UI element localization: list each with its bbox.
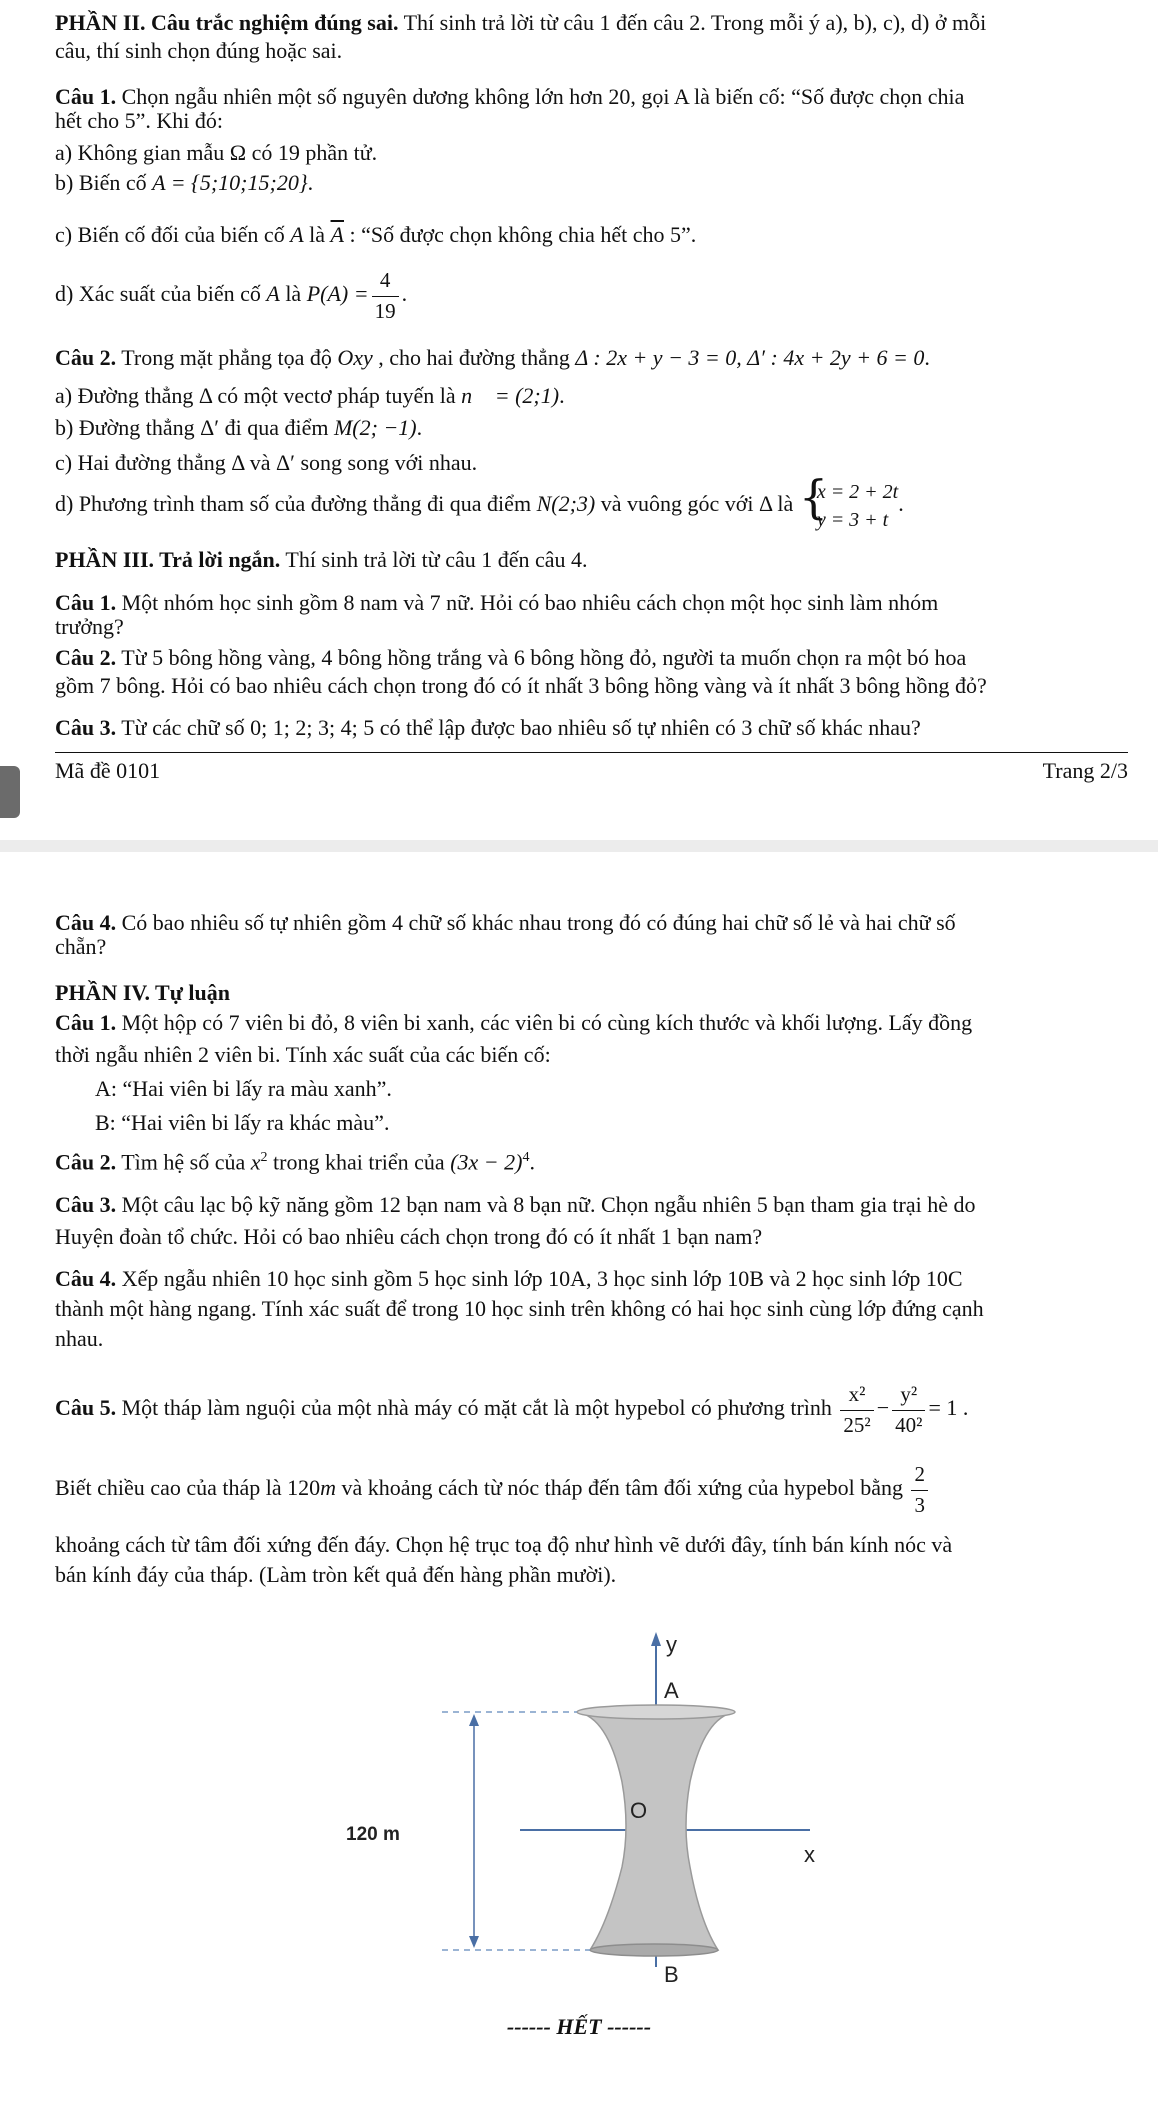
- fraction-denominator: 19: [374, 298, 396, 323]
- var-x: x: [250, 1149, 261, 1175]
- part4-q3-line1: [55, 1192, 1128, 1219]
- part2-q2-option-d: [55, 470, 1128, 534]
- question-label: Câu 2.: [55, 645, 117, 670]
- part4-q5-line4: bán kính đáy của tháp. (Làm tròn kết quả đến hàng phần mười).: [55, 1562, 617, 1587]
- page-number: Trang 2/3: [1042, 758, 1128, 783]
- part4-q1-line1: [55, 1010, 1128, 1037]
- punct: .: [307, 170, 314, 195]
- tower-top-rim: [577, 1705, 735, 1719]
- punct: .: [924, 345, 930, 370]
- scroll-side-tab[interactable]: [0, 766, 20, 818]
- part3-title: PHẦN III. Trả lời ngắn.: [55, 547, 281, 572]
- probability-fraction: [372, 268, 399, 324]
- exponent: 4: [522, 1150, 530, 1165]
- part3-q4-line2: chẵn?: [55, 934, 107, 959]
- fraction-denominator: 3: [914, 1492, 925, 1517]
- option-text: là: [303, 222, 331, 247]
- question-label: Câu 2.: [55, 345, 117, 370]
- part4-q4-line3: nhau.: [55, 1326, 104, 1351]
- option-text: d) Phương trình tham số của đường thẳng đi qua điểm: [55, 491, 537, 517]
- exponent: 2: [260, 1150, 268, 1165]
- event-a: A: [290, 222, 304, 247]
- tower-base-rim: [590, 1944, 718, 1956]
- fraction-numerator: 2: [911, 1462, 928, 1491]
- exam-page-2: [0, 0, 1158, 840]
- part4-q5-line1: [55, 1382, 1128, 1438]
- option-text: c) Biến cố đối của biến cố: [55, 222, 291, 247]
- question-label: Câu 3.: [55, 1192, 117, 1217]
- question-text: Tìm hệ số của: [116, 1149, 251, 1175]
- cooling-tower-figure: [340, 1622, 880, 1982]
- fraction-denominator: 40²: [895, 1412, 923, 1437]
- question-text: và khoảng cách từ nóc tháp đến tâm đối xứng của hypebol bằng: [336, 1475, 909, 1501]
- part3-q1-line1: [55, 590, 1128, 617]
- footer-rule: [55, 752, 1128, 753]
- normal-vector: n⃗ = (2;1): [461, 383, 560, 408]
- part2-q1-option-a: a) Không gian mẫu Ω có 19 phần tử.: [55, 140, 378, 165]
- part4-q1-line2: thời ngẫu nhiên 2 viên bi. Tính xác suất của các biến cố:: [55, 1042, 551, 1067]
- part2-q2-option-a: [55, 383, 1128, 410]
- system-row-x: x = 2 + 2t: [816, 481, 899, 503]
- part2-q1-line2: hết cho 5”. Khi đó:: [55, 108, 224, 133]
- end-mark: ------ HẾT ------: [506, 2014, 652, 2039]
- question-text: Trong mặt phẳng tọa độ: [116, 345, 338, 370]
- part2-q2-option-c: c) Hai đường thẳng Δ và Δ′ song song với nhau.: [55, 450, 478, 475]
- question-text: Chọn ngẫu nhiên một số nguyên dương không lớn hơn 20, gọi A là biến cố: “Số được chọn chia: [116, 84, 965, 109]
- punct: .: [416, 415, 423, 440]
- minus-sign: −: [876, 1395, 890, 1421]
- question-text: Một hộp có 7 viên bi đỏ, 8 viên bi xanh, các viên bi có cùng kích thước và khối lượng. Lấy đồng: [116, 1010, 973, 1035]
- height-arrow-up-icon: [469, 1714, 479, 1726]
- fraction-numerator: x²: [840, 1382, 873, 1411]
- part3-heading: [55, 547, 1128, 574]
- exam-page-3: [0, 852, 1158, 2105]
- question-text: Một câu lạc bộ kỹ năng gồm 12 bạn nam và 8 bạn nữ. Chọn ngẫu nhiên 5 bạn tham gia trại hè do: [116, 1192, 976, 1217]
- question-label: Câu 1.: [55, 1010, 117, 1035]
- question-text: Từ các chữ số 0; 1; 2; 3; 4; 5 có thể lập được bao nhiêu số tự nhiên có 3 chữ số khác nhau?: [116, 715, 921, 740]
- label-O: O: [630, 1798, 648, 1823]
- question-label: Câu 3.: [55, 715, 117, 740]
- label-height: 120 m: [346, 1824, 400, 1845]
- question-text: Xếp ngẫu nhiên 10 học sinh gồm 5 học sinh lớp 10A, 3 học sinh lớp 10B và 2 học sinh lớp 10C: [116, 1266, 963, 1291]
- question-text: Một nhóm học sinh gồm 8 nam và 7 nữ. Hỏi có bao nhiêu cách chọn một học sinh làm nhóm: [116, 590, 939, 615]
- part4-q2: [55, 1149, 1128, 1176]
- part2-q1-option-b: [55, 170, 1128, 197]
- hyperbola-fraction-y: [892, 1382, 925, 1438]
- label-x: x: [804, 1842, 815, 1867]
- option-text: : “Số được chọn không chia hết cho 5”.: [344, 222, 697, 247]
- part4-q4-line1: [55, 1266, 1128, 1293]
- part3-q3-line1: [55, 715, 1128, 742]
- point-m: M(2; −1): [333, 415, 417, 440]
- point-n: N(2;3): [536, 491, 596, 517]
- binomial-expr: (3x − 2): [450, 1149, 523, 1175]
- part4-title: PHẦN IV. Tự luận: [55, 980, 231, 1005]
- part4-q1-event-a: A: “Hai viên bi lấy ra màu xanh”.: [95, 1076, 392, 1101]
- punct: .: [529, 1149, 535, 1175]
- system-row-y: y = 3 + t: [816, 509, 889, 531]
- question-label: Câu 4.: [55, 1266, 117, 1291]
- option-text: d) Xác suất của biến cố: [55, 281, 267, 307]
- set-math: A = {5;10;15;20}: [152, 170, 308, 195]
- fraction-denominator: 25²: [843, 1412, 871, 1437]
- exam-code: Mã đề 0101: [55, 758, 161, 783]
- punct: .: [401, 281, 408, 307]
- label-B: B: [664, 1962, 679, 1982]
- punct: .: [559, 383, 565, 408]
- height-arrow-down-icon: [469, 1936, 479, 1948]
- event-a: A: [266, 281, 280, 307]
- question-text: trong khai triển của: [267, 1149, 451, 1175]
- coord-system: Oxy: [337, 345, 373, 370]
- option-text: là: [279, 281, 307, 307]
- line-equations: Δ : 2x + y − 3 = 0, Δ′ : 4x + 2y + 6 = 0: [575, 345, 925, 370]
- parametric-system: [798, 470, 899, 534]
- part2-q1-option-d: [55, 268, 1128, 324]
- question-text: Biết chiều cao của tháp là 120: [55, 1475, 321, 1501]
- option-text: b) Biến cố: [55, 170, 153, 195]
- ratio-fraction: [911, 1462, 928, 1518]
- question-label: Câu 1.: [55, 590, 117, 615]
- hyperbola-fraction-x: [840, 1382, 873, 1438]
- part2-q2-line1: [55, 345, 1128, 372]
- event-a-complement: $\overline{A}$: [330, 222, 344, 247]
- equals-one: = 1 .: [928, 1395, 969, 1421]
- part2-heading: [55, 10, 1128, 37]
- punct: .: [898, 491, 904, 517]
- part2-title: PHẦN II. Câu trắc nghiệm đúng sai.: [55, 10, 399, 35]
- question-label: Câu 5.: [55, 1395, 117, 1421]
- option-text: a) Đường thẳng Δ có một vectơ pháp tuyến là: [55, 383, 462, 408]
- brace-glyph: {: [798, 470, 829, 524]
- probability-expr: P(A) =: [306, 281, 369, 307]
- part3-instructions: Thí sinh trả lời từ câu 1 đến câu 4.: [280, 547, 588, 572]
- fraction-numerator: y²: [892, 1382, 925, 1411]
- question-text: Một tháp làm nguội của một nhà máy có mặt cắt là một hypebol có phương trình: [116, 1395, 838, 1421]
- option-text: b) Đường thẳng Δ′ đi qua điểm: [55, 415, 334, 440]
- part3-q4-line1: [55, 910, 1128, 937]
- part2-instructions: Thí sinh trả lời từ câu 1 đến câu 2. Trong mỗi ý a), b), c), d) ở mỗi: [398, 10, 987, 35]
- label-y: y: [666, 1632, 677, 1657]
- option-text: và vuông góc với Δ là: [595, 491, 799, 517]
- question-text: , cho hai đường thẳng: [372, 345, 576, 370]
- part4-q3-line2: Huyện đoàn tổ chức. Hỏi có bao nhiêu cách chọn trong đó có ít nhất 1 bạn nam?: [55, 1224, 763, 1249]
- part4-q1-event-b: B: “Hai viên bi lấy ra khác màu”.: [95, 1110, 390, 1135]
- question-text: Có bao nhiêu số tự nhiên gồm 4 chữ số khác nhau trong đó có đúng hai chữ số lẻ và hai chữ số: [116, 910, 956, 935]
- part2-heading-line2: câu, thí sinh chọn đúng hoặc sai.: [55, 38, 343, 63]
- part2-q1-line1: [55, 84, 1128, 111]
- part4-q5-line2: [55, 1462, 1128, 1518]
- part3-q2-line2: gồm 7 bông. Hỏi có bao nhiêu cách chọn trong đó có ít nhất 3 bông hồng vàng và ít nhất 3 bông hồng đỏ?: [55, 673, 987, 698]
- label-A: A: [664, 1678, 679, 1703]
- fraction-numerator: 4: [372, 268, 399, 297]
- part4-heading: [55, 980, 1128, 1007]
- y-axis-arrow-icon: [651, 1632, 661, 1646]
- question-label: Câu 4.: [55, 910, 117, 935]
- part3-q2-line1: [55, 645, 1128, 672]
- question-label: Câu 1.: [55, 84, 117, 109]
- part2-q2-option-b: [55, 415, 1128, 442]
- question-text: Từ 5 bông hồng vàng, 4 bông hồng trắng và 6 bông hồng đỏ, người ta muốn chọn ra một bó hoa: [116, 645, 967, 670]
- page-separator: [0, 840, 1158, 852]
- part2-q1-option-c: [55, 222, 1128, 249]
- part4-q4-line2: thành một hàng ngang. Tính xác suất để trong 10 học sinh trên không có hai học sinh cùng lớp đứng cạnh: [55, 1296, 984, 1321]
- question-label: Câu 2.: [55, 1149, 117, 1175]
- part3-q1-line2: trưởng?: [55, 614, 124, 639]
- unit-m: m: [320, 1475, 337, 1501]
- part4-q5-line3: khoảng cách từ tâm đối xứng đến đáy. Chọn hệ trục toạ độ như hình vẽ dưới đây, tính bán kính nóc và: [55, 1532, 953, 1557]
